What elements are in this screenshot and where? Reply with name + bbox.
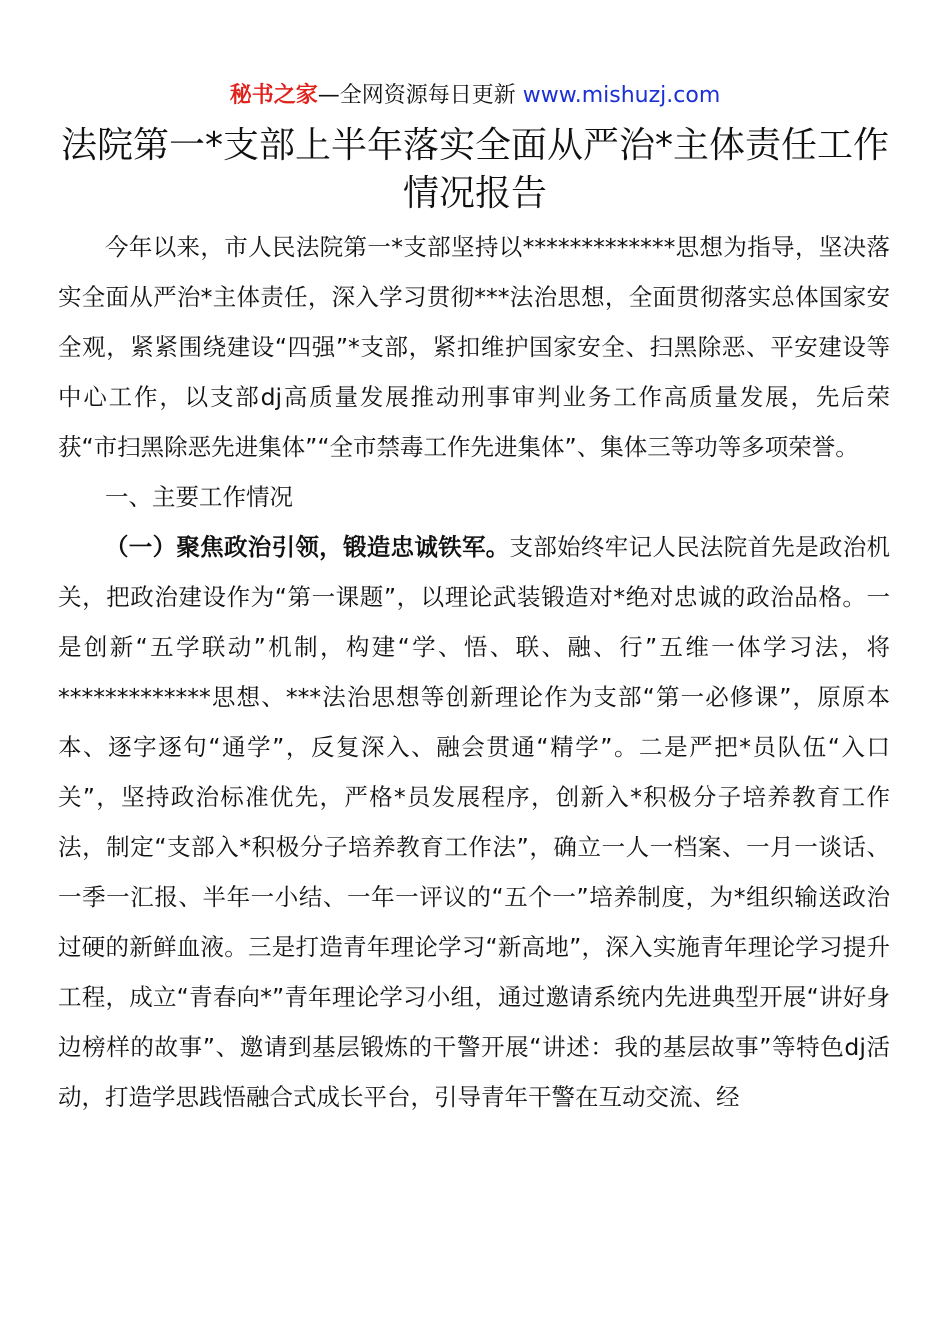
- banner-tagline: —全网资源每日更新: [317, 83, 523, 108]
- document-body: [58, 222, 890, 1122]
- banner-url-link[interactable]: www.mishuzj.com: [522, 83, 721, 108]
- document-title: 法院第一*支部上半年落实全面从严治*主体责任工作情况报告: [60, 125, 889, 214]
- intro-paragraph: 今年以来，市人民法院第一*支部坚持以*************思想为指导，坚决落实全面从严治*主体责任，深入学习贯彻***法治思想，全面贯彻落实总体国家安全观，紧紧围绕建设“四强”*支部，紧扣维护国家安全、扫黑除恶、平安建设等中心工作，以支部dj高质量发展推动刑事审判业务工作高质量发展，先后荣获“市扫黑除恶先进集体”“全市禁毒工作先进集体”、集体三等功等多项荣誉。: [58, 233, 890, 461]
- site-banner: [0, 80, 950, 112]
- banner-brand: 秘书之家: [229, 83, 318, 108]
- subsection-paragraph: [58, 522, 890, 1122]
- subsection-body: 支部始终牢记人民法院首先是政治机关，把政治建设作为“第一课题”，以理论武装锻造对*绝对忠诚的政治品格。一是创新“五学联动”机制，构建“学、悟、联、融、行”五维一体学习法，将*************思想、***法治思想等创新理论作为支部“第一必修课”，原原本本、逐字逐句“通学”，反复深入、融会贯通“精学”。二是严把*员队伍“入口关”，坚持政治标准优先，严格*员发展程序，创新入*积极分子培养教育工作法，制定“支部入*积极分子培养教育工作法”，确立一人一档案、一月一谈话、一季一汇报、半年一小结、一年一评议的“五个一”培养制度，为*组织输送政治过硬的新鲜血液。三是打造青年理论学习“新高地”，深入实施青年理论学习提升工程，成立“青春向*”青年理论学习小组，通过邀请系统内先进典型开展“讲好身边榜样的故事”、邀请到基层锻炼的干警开展“讲述：我的基层故事”等特色dj活动，打造学思践悟融合式成长平台，引导青年干警在互动交流、经: [58, 533, 890, 1111]
- section-heading: 一、主要工作情况: [105, 483, 293, 511]
- subsection-heading: （一）聚焦政治引领，锻造忠诚铁军。: [105, 533, 510, 561]
